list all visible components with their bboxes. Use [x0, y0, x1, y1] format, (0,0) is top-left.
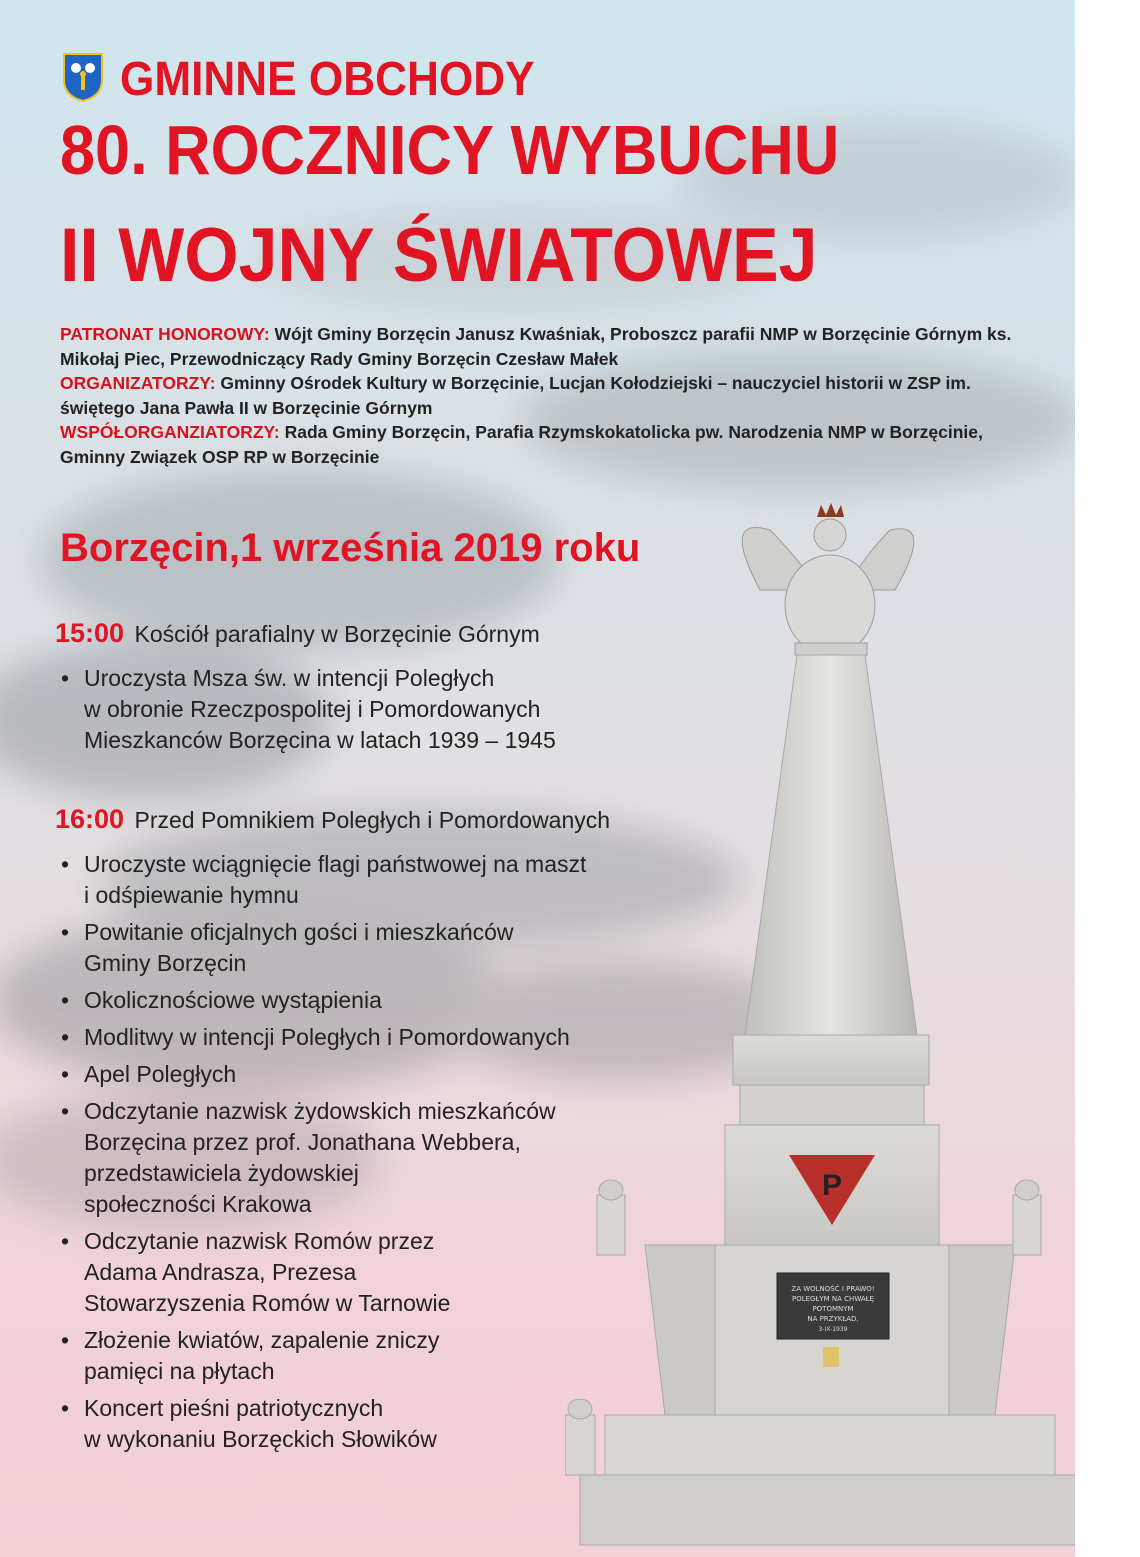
credits-block [60, 322, 1020, 469]
wspolorganizatorzy-label: WSPÓŁORGANZIATORZY: [60, 422, 280, 442]
organizatorzy-row [60, 371, 1020, 420]
schedule-place: Przed Pomnikiem Poległych i Pomordowanych [134, 807, 611, 833]
monument-image [565, 495, 1075, 1557]
title-line-3: II WOJNY ŚWIATOWEJ [60, 213, 818, 298]
svg-text:POLEGŁYM NA CHWAŁĘ: POLEGŁYM NA CHWAŁĘ [791, 1295, 875, 1303]
schedule-item: • Okolicznościowe wystąpienia [55, 985, 775, 1016]
schedule-item: • Uroczysta Msza św. w intencji Poległych w obronie Rzeczpospolitej i Pomordowanych Mieszkanców Borzęcina w latach 1939 – 1945 [55, 663, 775, 756]
organizatorzy-label: ORGANIZATORZY: [60, 373, 216, 393]
svg-text:POTOMNYM: POTOMNYM [812, 1305, 854, 1313]
wspolorganizatorzy-row [60, 420, 1020, 469]
triangle-letter: P [821, 1169, 843, 1202]
schedule-time: 16:00 [55, 804, 125, 834]
title-line-1: GMINNE OBCHODY [120, 53, 535, 106]
organizatorzy-text: Gminny Ośrodek Kultury w Borzęcinie, Lucjan Kołodziejski – nauczyciel historii w ZSP im. świętego Jana Pawła II w Borzęcinie Górnym [60, 373, 971, 418]
schedule-item: • Złożenie kwiatów, zapalenie zniczy pamięci na płytach [55, 1325, 775, 1387]
schedule-item: • Modlitwy w intencji Poległych i Pomordowanych [55, 1022, 775, 1053]
title-line-2: 80. ROCZNICY WYBUCHU [60, 111, 840, 189]
schedule-item: • Apel Poległych [55, 1059, 775, 1090]
schedule-item: • Powitanie oficjalnych gości i mieszkańców Gminy Borzęcin [55, 917, 775, 979]
svg-text:ZA WOLNOŚĆ I PRAWO!: ZA WOLNOŚĆ I PRAWO! [791, 1285, 875, 1293]
schedule-item: • Odczytanie nazwisk żydowskich mieszkańców Borzęcina przez prof. Jonathana Webbera, przedstawiciela żydowskiej społeczności Krakowa [55, 1096, 775, 1220]
patronat-label: PATRONAT HONOROWY: [60, 324, 270, 344]
schedule-item: • Uroczyste wciągnięcie flagi państwowej na maszt i odśpiewanie hymnu [55, 849, 775, 911]
event-date: Borzęcin,1 września 2019 roku [60, 526, 641, 570]
schedule-item: • Koncert pieśni patriotycznych w wykonaniu Borzęckich Słowików [55, 1393, 775, 1455]
schedule-place: Kościół parafialny w Borzęcinie Górnym [134, 621, 540, 647]
svg-text:NA PRZYKŁAD.: NA PRZYKŁAD. [807, 1315, 859, 1323]
wspolorganizatorzy-text: Rada Gminy Borzęcin, Parafia Rzymskokatolicka pw. Narodzenia NMP w Borzęcinie, Gminny Związek OSP RP w Borzęcinie [60, 422, 983, 467]
svg-text:3-IX-1939: 3-IX-1939 [818, 1326, 848, 1333]
patronat-text: Wójt Gminy Borzęcin Janusz Kwaśniak, Proboszcz parafii NMP w Borzęcinie Górnym ks. Mikołaj Piec, Przewodniczący Rady Gminy Borzęcin Czesław Małek [60, 324, 1012, 369]
schedule-item: • Odczytanie nazwisk Romów przez Adama Andrasza, Prezesa Stowarzyszenia Romów w Tarnowie [55, 1226, 775, 1319]
coat-of-arms-icon [62, 52, 104, 102]
eagle-icon [742, 503, 914, 655]
schedule-time: 15:00 [55, 618, 125, 648]
patronat-row [60, 322, 1020, 371]
